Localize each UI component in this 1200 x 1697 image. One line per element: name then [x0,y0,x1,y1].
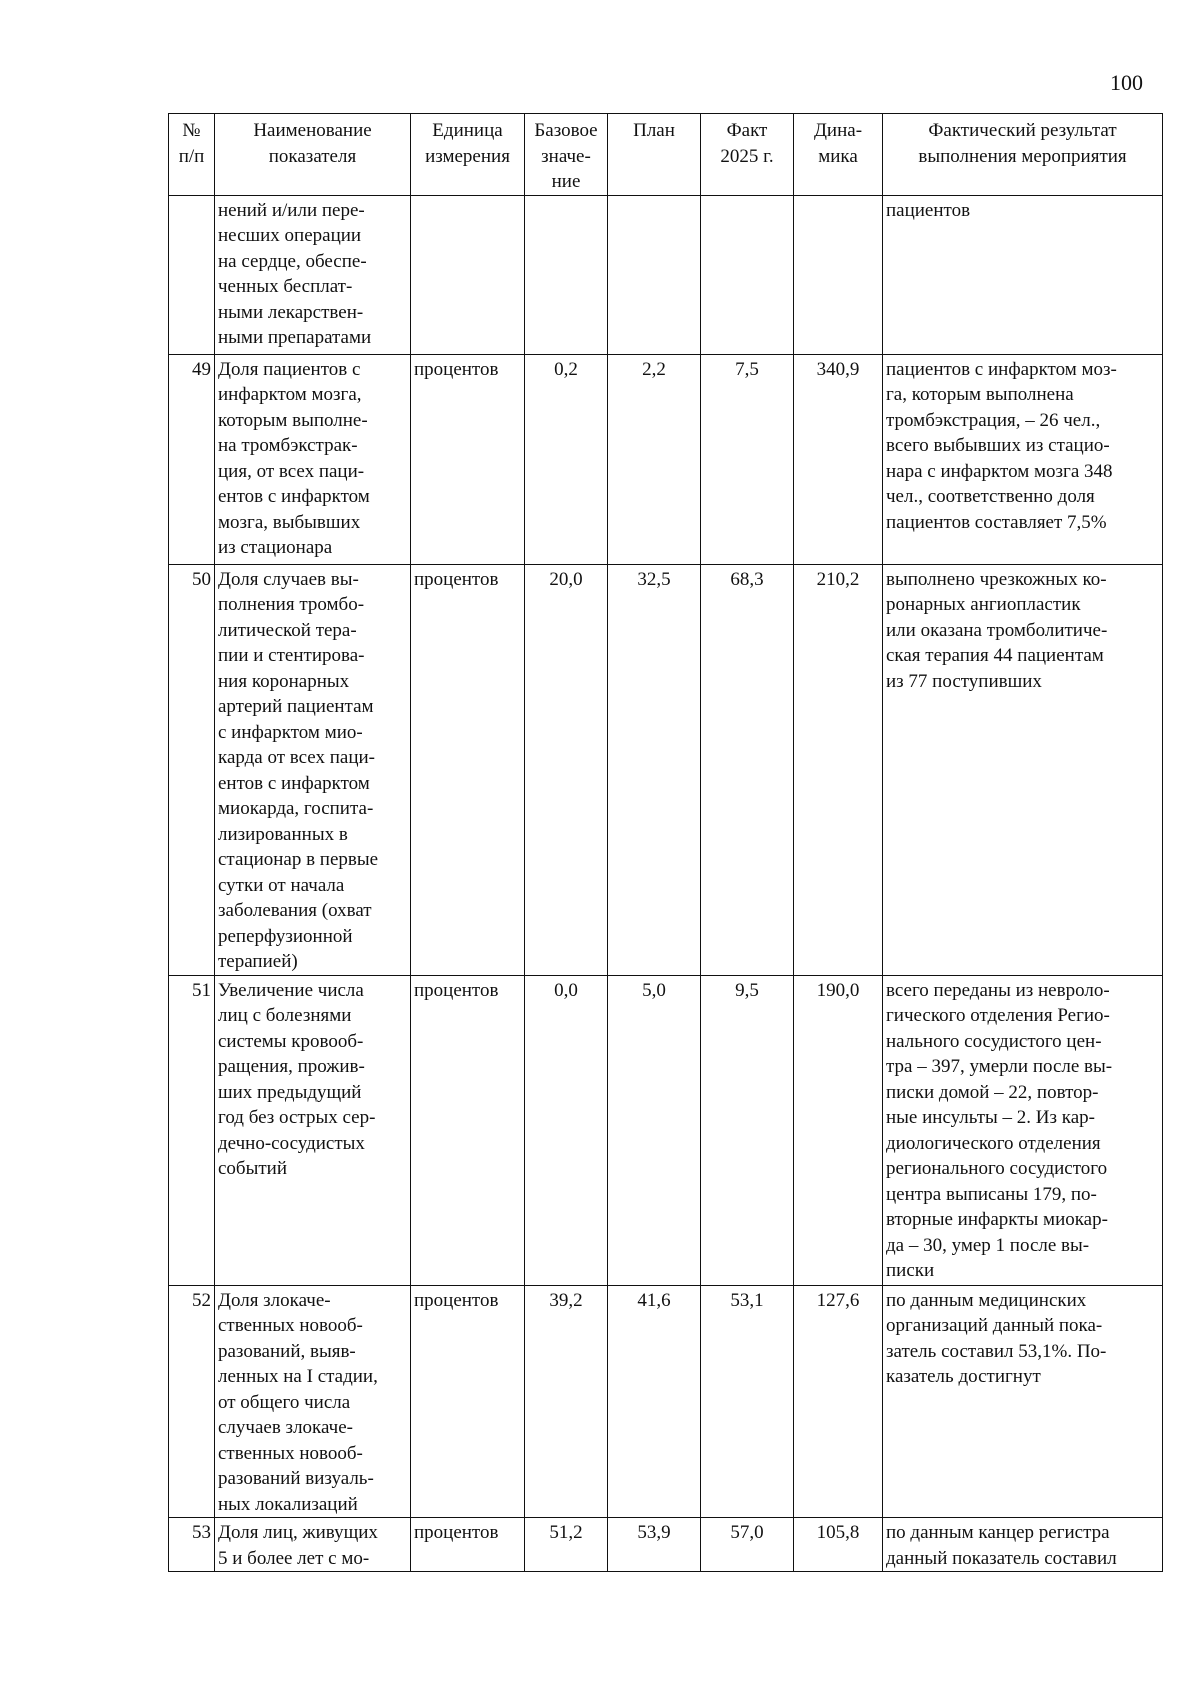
cell-fact [701,195,794,354]
cell-plan: 5,0 [608,975,701,1285]
cell-base: 51,2 [525,1518,608,1572]
cell-dynamics: 210,2 [794,564,883,975]
table-row [169,1518,1163,1572]
cell-name: Доля лиц, живущих 5 и более лет с мо- [215,1518,411,1572]
cell-plan: 32,5 [608,564,701,975]
cell-plan: 2,2 [608,354,701,564]
cell-unit [411,195,525,354]
header-dynamics: Дина- мика [794,114,883,196]
page-number: 100 [1110,70,1143,95]
cell-fact: 53,1 [701,1285,794,1518]
cell-base: 39,2 [525,1285,608,1518]
table-row [169,195,1163,354]
cell-num: 50 [169,564,215,975]
header-name: Наименование показателя [215,114,411,196]
table-row [169,354,1163,564]
cell-result: пациентов с инфарктом моз- га, которым выполнена тромбэкстрация, – 26 чел., всего выбывших из стацио- нара с инфарктом мозга 348 чел., соответственно доля пациентов составляет 7,5% [883,354,1163,564]
cell-base [525,195,608,354]
cell-result: по данным медицинских организаций данный пока- затель составил 53,1%. По- казатель достигнут [883,1285,1163,1518]
header-base: Базовое значе- ние [525,114,608,196]
table-header-row [169,114,1163,196]
cell-name: Доля злокаче- ственных новооб- разований, выяв- ленных на I стадии, от общего числа случаев злокаче- ственных новооб- разований визуаль- ных локализаций [215,1285,411,1518]
cell-fact: 9,5 [701,975,794,1285]
cell-base: 0,2 [525,354,608,564]
cell-result: пациентов [883,195,1163,354]
header-result: Фактический результат выполнения мероприятия [883,114,1163,196]
cell-num: 52 [169,1285,215,1518]
cell-fact: 7,5 [701,354,794,564]
cell-num: 51 [169,975,215,1285]
cell-dynamics: 127,6 [794,1285,883,1518]
cell-dynamics: 190,0 [794,975,883,1285]
table-row [169,975,1163,1285]
cell-base: 20,0 [525,564,608,975]
header-plan: План [608,114,701,196]
cell-num [169,195,215,354]
cell-result: по данным канцер регистра данный показатель составил [883,1518,1163,1572]
cell-unit: процентов [411,975,525,1285]
header-unit: Единица измерения [411,114,525,196]
cell-name: нений и/или пере- несших операции на сердце, обеспе- ченных бесплат- ными лекарствен- ными препаратами [215,195,411,354]
cell-name: Доля пациентов с инфарктом мозга, которым выполне- на тромбэкстрак- ция, от всех паци- ентов с инфарктом мозга, выбывших из стационара [215,354,411,564]
indicators-table [168,113,1163,1572]
cell-num: 49 [169,354,215,564]
cell-plan: 41,6 [608,1285,701,1518]
cell-plan: 53,9 [608,1518,701,1572]
cell-name: Увеличение числа лиц с болезнями системы кровооб- ращения, прожив- ших предыдущий год без острых сер- дечно-сосудистых событий [215,975,411,1285]
header-fact: Факт 2025 г. [701,114,794,196]
table-row [169,564,1163,975]
header-num: № п/п [169,114,215,196]
cell-name: Доля случаев вы- полнения тромбо- литической тера- пии и стентирова- ния коронарных артерий пациентам с инфарктом мио- карда от всех паци- ентов с инфарктом миокарда, госпита- лизированных в стационар в первые сутки от начала заболевания (охват реперфузионной терапией) [215,564,411,975]
cell-result: выполнено чрезкожных ко- ронарных ангиопластик или оказана тромболитиче- ская терапия 44 пациентам из 77 поступивших [883,564,1163,975]
cell-dynamics: 340,9 [794,354,883,564]
cell-dynamics: 105,8 [794,1518,883,1572]
cell-plan [608,195,701,354]
cell-fact: 68,3 [701,564,794,975]
cell-unit: процентов [411,1285,525,1518]
cell-base: 0,0 [525,975,608,1285]
cell-num: 53 [169,1518,215,1572]
cell-unit: процентов [411,354,525,564]
table-row [169,1285,1163,1518]
cell-unit: процентов [411,1518,525,1572]
cell-result: всего переданы из невроло- гического отделения Регио- нального сосудистого цен- тра – 397, умерли после вы- писки домой – 22, повтор- ные инсульты – 2. Из кар- диологического отделения регионального сосудистого центра выписаны 179, по- вторные инфаркты миокар- да – 30, умер 1 после вы- писки [883,975,1163,1285]
cell-dynamics [794,195,883,354]
cell-fact: 57,0 [701,1518,794,1572]
cell-unit: процентов [411,564,525,975]
